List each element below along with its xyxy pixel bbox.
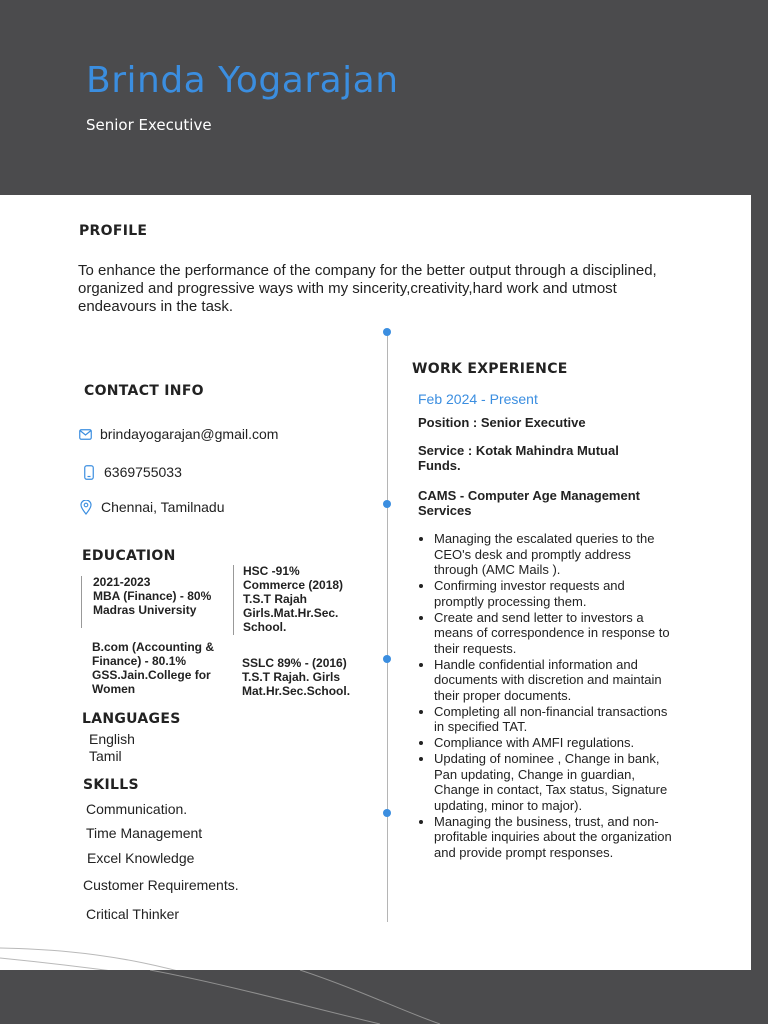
phone-text: 6369755033 [104, 464, 182, 480]
sslc-grade: SSLC 89% - (2016) [242, 656, 347, 670]
timeline-dot [383, 809, 391, 817]
skill-item: Communication. [86, 801, 188, 817]
profile-heading: PROFILE [79, 223, 148, 239]
timeline-line [387, 332, 388, 922]
skill-item: Time Management [86, 825, 203, 841]
profile-text: To enhance the performance of the company for the better output through a disciplined, organized and progressive ways with my sincerity,creativity,hard work and utmost endeavours in the task. [78, 262, 657, 315]
skills-heading: SKILLS [83, 777, 139, 793]
duty-item: • Create and send letter to investors a means of correspondence in response to their requests. [434, 610, 674, 657]
skill-item: Customer Requirements. [83, 877, 239, 893]
work-service: Service : Kotak Mahindra Mutual Funds. [418, 443, 619, 473]
work-date: Feb 2024 - Present [418, 391, 538, 407]
work-duties-list [418, 531, 674, 861]
contact-phone[interactable] [82, 464, 182, 480]
contact-location [79, 499, 225, 515]
candidate-title: Senior Executive [86, 116, 212, 134]
language-item: Tamil [89, 748, 122, 764]
decorative-curves-footer [0, 970, 768, 1024]
duty-item: • Managing the escalated queries to the CEO's desk and promptly address through (AMC Mails ). [434, 531, 674, 578]
contact-email[interactable] [78, 426, 278, 442]
language-item: English [89, 731, 135, 747]
phone-icon [82, 465, 96, 479]
map-pin-icon [79, 500, 93, 514]
work-company: CAMS - Computer Age Management Services [418, 488, 640, 518]
timeline-dot [383, 328, 391, 336]
mba-school: Madras University [93, 603, 197, 617]
hsc-school: T.S.T Rajah Girls.Mat.Hr.Sec. School. [243, 592, 339, 634]
envelope-icon [78, 427, 92, 441]
duty-item: • Compliance with AMFI regulations. [434, 735, 674, 751]
duty-item: • Completing all non-financial transactions in specified TAT. [434, 704, 674, 735]
contact-heading: CONTACT INFO [84, 383, 204, 399]
work-position: Position : Senior Executive [418, 415, 586, 430]
email-text: brindayogarajan@gmail.com [100, 426, 279, 442]
header-banner [0, 0, 768, 195]
education-mba [93, 575, 223, 617]
skill-item: Excel Knowledge [87, 850, 195, 866]
duty-item: • Updating of nominee , Change in bank, Pan updating, Change in guardian, Change in contact, Tax status, Signature updating, minor to major). [434, 751, 674, 814]
timeline-dot [383, 655, 391, 663]
duty-item: • Handle confidential information and documents with discretion and maintain their proper documents. [434, 657, 674, 704]
candidate-name: Brinda Yogarajan [86, 60, 399, 101]
languages-heading: LANGUAGES [82, 711, 181, 727]
sslc-school: T.S.T Rajah. Girls Mat.Hr.Sec.School. [242, 670, 351, 698]
duty-item: • Managing the business, trust, and non-profitable inquiries about the organization and provide prompt responses. [434, 814, 674, 861]
education-sslc [242, 656, 362, 698]
education-heading: EDUCATION [82, 548, 176, 564]
hsc-grade: HSC -91% [243, 564, 300, 578]
duty-item: • Confirming investor requests and promptly processing them. [434, 578, 674, 609]
hsc-stream: Commerce (2018) [243, 578, 344, 592]
work-heading: WORK EXPERIENCE [412, 361, 568, 377]
education-hsc [243, 564, 368, 634]
education-bcom [92, 640, 224, 696]
timeline-dot [383, 500, 391, 508]
location-text: Chennai, Tamilnadu [101, 499, 225, 515]
bcom-degree: B.com (Accounting & Finance) - 80.1% [92, 640, 214, 668]
bcom-school: GSS.Jain.College for Women [92, 668, 211, 696]
mba-degree: MBA (Finance) - 80% [93, 589, 212, 603]
education-divider-left [81, 576, 82, 628]
education-divider-right [233, 565, 234, 635]
right-side-bar [751, 195, 768, 970]
skill-item: Critical Thinker [86, 906, 180, 922]
mba-years: 2021-2023 [93, 575, 151, 589]
